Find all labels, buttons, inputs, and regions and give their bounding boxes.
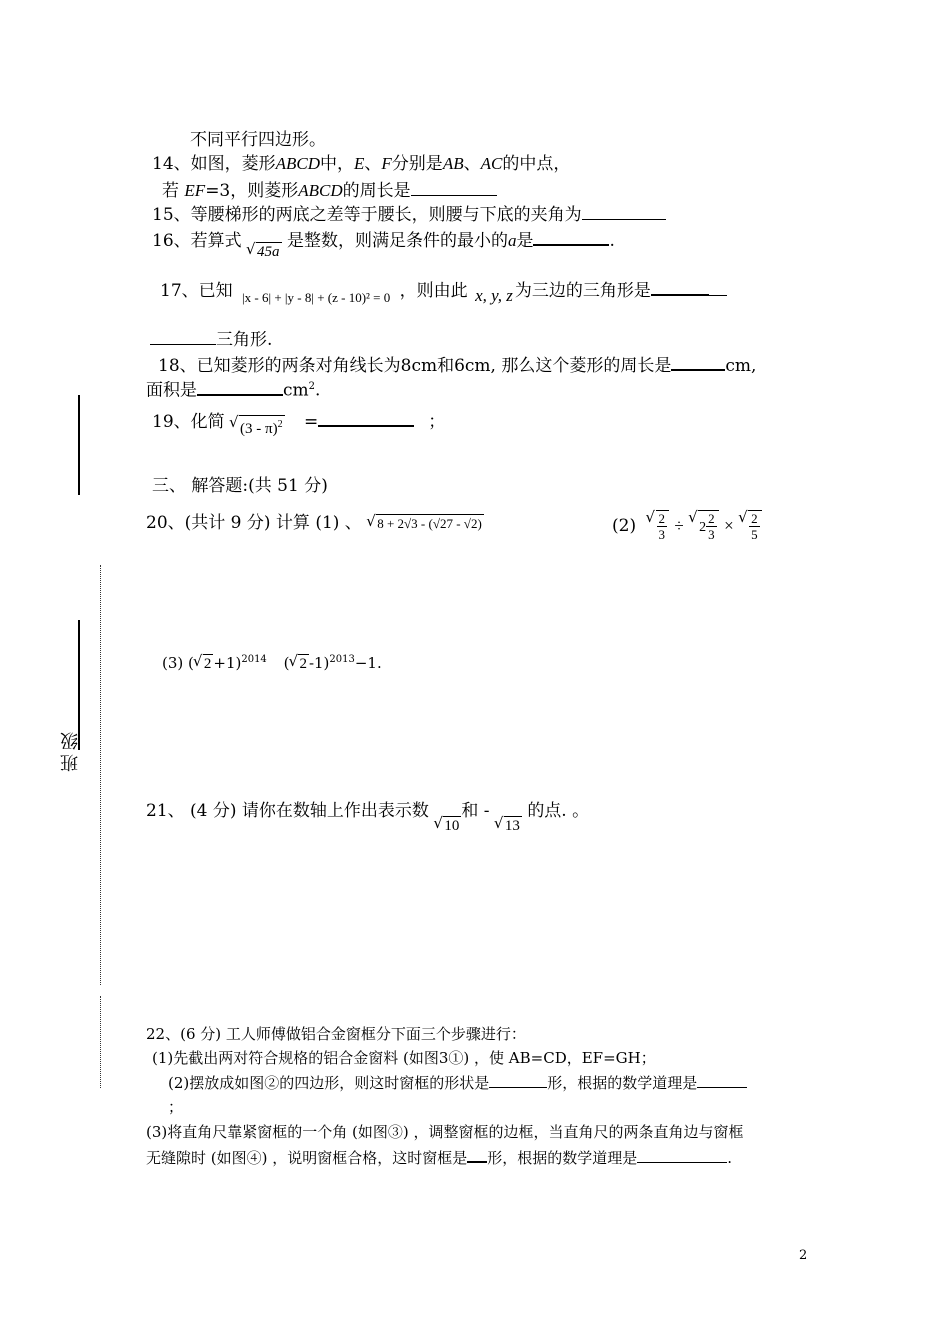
question-18-line1: 18、已知菱形的两条对角线长为8cm和6cm, 那么这个菱形的周长是 cm, [158,353,756,376]
question-17-cont: 三角形. [150,328,272,350]
question-19: 19、化简 √ (3 - π)$^2$ = ； [152,409,445,432]
binding-dotted-line-2 [100,996,101,1088]
question-14-line1: 14、如图，菱形ABCD中，E、F分别是AB、AC的中点， [152,154,571,174]
question-18-line2: 面积是 $cm^2$. [146,377,320,401]
answer-blank-16[interactable] [533,228,609,246]
question-22-step3-line2: 无缝隙时 (如图④) ，说明窗框合格，这时窗框是 形，根据的数学道理是 . [146,1149,733,1167]
answer-blank-22c[interactable] [467,1147,487,1163]
binding-dotted-line-1 [100,565,101,985]
answer-blank-22a[interactable] [489,1073,547,1088]
question-16: 16、若算式 √ 45a 是整数，则满足条件的最小的a是 . [152,228,615,251]
q13-tail: 不同平行四边形。 [190,130,326,150]
answer-blank-17c[interactable] [150,328,216,345]
answer-blank-22b[interactable] [697,1073,747,1088]
times-sign: × [724,516,734,535]
answer-blank-22d[interactable] [637,1148,727,1163]
question-22-intro: 22、(6 分) 工人师傅做铝合金窗框分下面三个步骤进行： [146,1025,526,1043]
sqrt-3-minus-pi: √ (3 - π)$^2$ [239,415,285,438]
question-20-part2: (2) √ $\frac{2}{3}$ ÷ √ 2 $\frac{2}{3}$ × √ $\frac{2}{5}$ [612,510,762,542]
binding-rule-top [78,395,80,495]
sqrt-2-and-two-thirds: √ 2 $\frac{2}{3}$ [698,510,719,542]
divide-sign: ÷ [674,516,684,535]
sqrt-13: √ 13 [504,816,522,835]
sqrt-2-b: √ 2 [298,654,309,673]
sqrt-2-a: √ 2 [203,654,214,673]
section-3-heading: 三、 解答题:(共 51 分) [152,476,328,496]
answer-blank-14[interactable] [411,179,497,196]
question-20-part1: 20、(共计 9 分) 计算 (1) 、 √ 8 + 2√3 - (√27 - √2) [146,513,484,533]
question-22-step2: (2)摆放成如图②的四边形，则这时窗框的形状是 形，根据的数学道理是 [168,1073,747,1093]
question-22-step3-line1: (3)将直角尺靠紧窗框的一个角 (如图③) ，调整窗框的边框，当直角尺的两条直角边与窗框 [146,1123,744,1141]
answer-blank-18b[interactable] [197,378,283,396]
sqrt-45a: √ 45a [256,242,282,261]
question-14-line2: 若 EF=3，则菱形ABCD的周长是 [162,179,497,201]
sqrt-two-thirds: √ $\frac{2}{3}$ [656,510,670,542]
answer-blank-17a[interactable] [651,278,709,296]
question-22-step2-end: ； [168,1098,184,1116]
question-17: 17、已知 $_{|x - 6| + |y - 8| + (z - 10)^2 = 0}$ ，则由此 x, y, z 为三边的三角形是 [160,278,727,302]
question-21: 21、 (4 分) 请你在数轴上作出表示数 √ 10和 - √ 13 的点. 。 [146,801,589,821]
question-22-step1: (1)先截出两对符合规格的铝合金窗料 (如图3①) ，使 AB=CD，EF=GH； [152,1049,656,1067]
page-number: 2 [799,1248,808,1263]
answer-blank-15[interactable] [582,203,666,220]
answer-blank-19[interactable] [318,409,414,427]
q17-formula: |x - 6| + |y - 8| + (z - 10)² = 0 [242,290,391,305]
sqrt-two-fifths: √ $\frac{2}{5}$ [748,510,762,542]
class-label: 班级 [60,728,81,772]
answer-blank-18a[interactable] [671,353,725,371]
answer-blank-17b[interactable] [709,279,727,296]
sqrt-10: √ 10 [443,816,461,835]
question-15: 15、等腰梯形的两底之差等于腰长，则腰与下底的夹角为 [152,203,666,225]
question-20-part3: (3) (√ 2 +1)$^{2014}$ (√ 2 -1)$^{2013}$−1. [162,650,382,673]
q17-vars: x, y, z [475,286,513,305]
q20-expression-1: √ 8 + 2√3 - (√27 - √2) [376,514,484,533]
